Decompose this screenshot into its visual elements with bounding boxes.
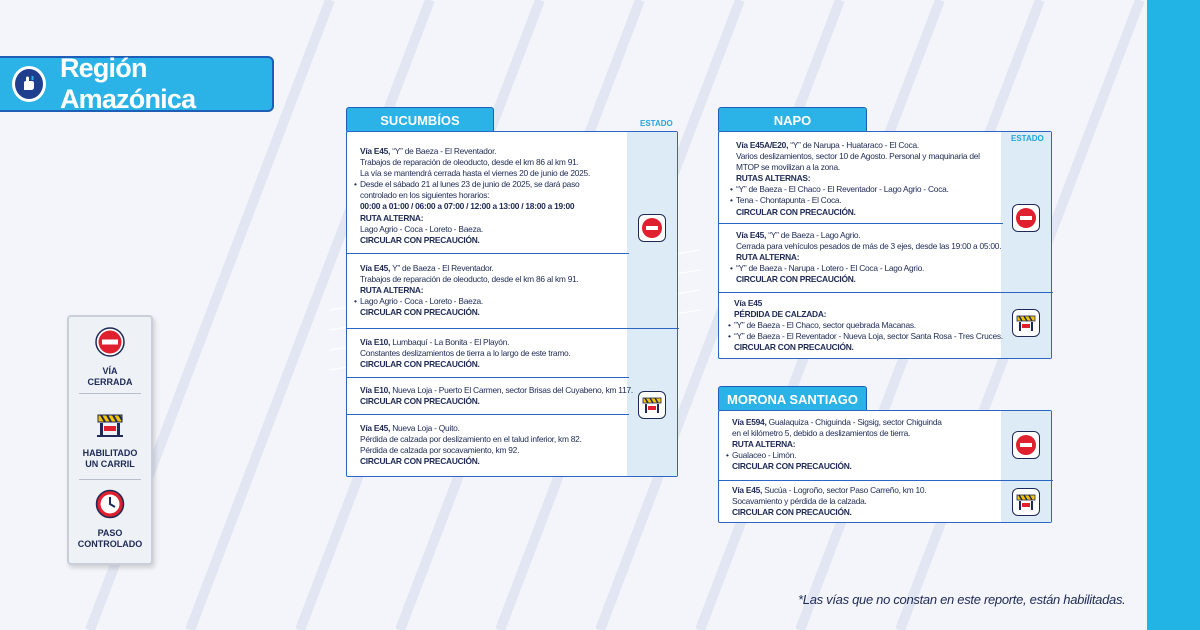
list-item	[732, 417, 942, 472]
right-accent-bar	[1147, 0, 1200, 630]
one-lane-barrier-icon	[95, 409, 125, 439]
estado-column	[627, 132, 677, 476]
section-header-sucumbios: SUCUMBÍOS	[346, 107, 494, 133]
closed-road-icon	[1012, 431, 1040, 459]
row-line: MTOP se movilizan a la zona.	[736, 162, 840, 173]
row-line: Vía E45A/E20, “Y” de Narupa - Huataraco - El Coca.	[736, 140, 920, 150]
row-line: RUTAS ALTERNAS:	[736, 173, 811, 184]
estado-label-sucumbios: ESTADO	[640, 119, 673, 128]
legend-item-controlled	[69, 489, 151, 550]
section-header-morona-santiago: MORONA SANTIAGO	[718, 386, 867, 412]
list-item	[360, 337, 571, 370]
list-item	[736, 140, 980, 218]
row-line: Pérdida de calzada por socavamiento, km 92.	[360, 445, 520, 456]
legend-label-closed: VÍA CERRADA	[87, 366, 133, 387]
row-line: PÉRDIDA DE CALZADA:	[734, 309, 827, 320]
closed-road-icon	[1012, 204, 1040, 232]
row-line: Pérdida de calzada por deslizamiento en el talud inferior, km 82.	[360, 434, 582, 445]
row-line: • Tena - Chontapunta - El Coca.	[736, 195, 980, 206]
row-line: CIRCULAR CON PRECAUCIÓN.	[360, 234, 480, 245]
row-line: • Desde el sábado 21 al lunes 23 de junio de 2025, se dará paso	[360, 179, 590, 190]
row-line: Vía E10, Lumbaquí - La Bonita - El Playón.	[360, 337, 510, 347]
legend-item-one-lane	[69, 409, 151, 470]
row-line: RUTA ALTERNA:	[736, 252, 800, 263]
one-lane-barrier-icon	[1012, 488, 1040, 516]
legend-label-controlled: PASO CONTROLADO	[77, 528, 143, 549]
legend-label-one-lane: HABILITADO UN CARRIL	[82, 448, 138, 469]
list-item	[732, 485, 926, 518]
closed-road-icon	[638, 214, 666, 242]
row-line: Constantes deslizamientos de tierra a lo largo de este tramo.	[360, 348, 571, 359]
list-item	[360, 263, 579, 318]
list-item	[360, 385, 633, 407]
row-line: Vía E45, Y” de Baeza - El Reventador.	[360, 263, 494, 273]
row-line: CIRCULAR CON PRECAUCIÓN.	[736, 206, 856, 217]
row-line: en el kilómetro 5, debido a deslizamientos de tierra.	[732, 428, 911, 439]
row-line: Vía E45	[734, 298, 763, 308]
row-line: Trabajos de reparación de oleoducto, desde el km 86 al km 91.	[360, 157, 579, 168]
clock-controlled-icon	[95, 489, 125, 519]
one-lane-barrier-icon	[1012, 309, 1040, 337]
row-line: Vía E45, Nueva Loja - Quito.	[360, 423, 460, 433]
row-line: CIRCULAR CON PRECAUCIÓN.	[360, 396, 480, 407]
row-line: Socavamiento y pérdida de la calzada.	[732, 496, 867, 507]
row-line: • ”Y” de Baeza - El Chaco, sector quebrada Macanas.	[734, 320, 1003, 331]
hand-alert-icon	[12, 66, 46, 102]
legend-item-closed	[69, 327, 151, 388]
row-line: • “Y” de Baeza - El Reventador - Nueva Loja, sector Santa Rosa - Tres Cruces.	[734, 331, 1003, 342]
row-line: RUTA ALTERNA:	[360, 212, 424, 223]
row-line: RUTA ALTERNA:	[732, 439, 796, 450]
estado-label-napo: ESTADO	[1011, 134, 1044, 143]
footnote: *Las vías que no constan en este reporte, están habilitadas.	[798, 592, 1126, 607]
row-line: CIRCULAR CON PRECAUCIÓN.	[732, 461, 852, 472]
row-line: Vía E45, “Y” de Baeza - El Reventador.	[360, 146, 497, 156]
row-line: La vía se mantendrá cerrada hasta el viernes 20 de junio de 2025.	[360, 168, 591, 179]
row-line: CIRCULAR CON PRECAUCIÓN.	[732, 507, 852, 518]
row-line: RUTA ALTERNA:	[360, 285, 424, 296]
row-line: • “Y” de Baeza - El Chaco - El Reventador - Lago Agrio - Coca.	[736, 184, 980, 195]
row-line: Lago Agrio - Coca - Loreto - Baeza.	[360, 223, 483, 234]
row-line: Varios deslizamientos, sector 10 de Agosto. Personal y maquinaria del	[736, 151, 980, 162]
row-line: Vía E10, Nueva Loja - Puerto El Carmen, sector Brisas del Cuyabeno, km 117.	[360, 385, 633, 395]
row-line: Vía E45, Sucúa - Logroño, sector Paso Carreño, km 10.	[732, 485, 927, 495]
region-title: Región Amazónica	[59, 53, 196, 114]
legend-panel	[67, 315, 153, 565]
list-item	[360, 423, 582, 467]
row-line: CIRCULAR CON PRECAUCIÓN.	[734, 342, 854, 353]
row-line: Cerrada para vehículos pesados de más de 3 ejes, desde las 19:00 a 05:00.	[736, 241, 1002, 252]
row-line: • “Y” de Baeza - Narupa - Lotero - El Coca - Lago Agrio.	[736, 263, 1001, 274]
region-title-banner	[0, 53, 274, 114]
section-box-sucumbios	[346, 131, 678, 477]
row-line: 00:00 a 01:00 / 06:00 a 07:00 / 12:00 a 13:00 / 18:00 a 19:00	[360, 201, 575, 212]
row-line: CIRCULAR CON PRECAUCIÓN.	[360, 456, 480, 467]
list-item	[734, 298, 1003, 353]
one-lane-barrier-icon	[638, 391, 666, 419]
row-line: Vía E45, “Y” de Baeza - Lago Agrio.	[736, 230, 861, 240]
row-line: CIRCULAR CON PRECAUCIÓN.	[360, 359, 480, 370]
row-line: controlado en los siguientes horarios:	[360, 190, 490, 201]
section-box-napo	[718, 131, 1052, 359]
row-line: CIRCULAR CON PRECAUCIÓN.	[360, 307, 480, 318]
section-box-morona-santiago	[718, 410, 1052, 523]
list-item	[736, 230, 1001, 285]
closed-road-icon	[95, 327, 125, 357]
row-line: Trabajos de reparación de oleoducto, desde el km 86 al km 91.	[360, 274, 579, 285]
row-line: CIRCULAR CON PRECAUCIÓN.	[736, 274, 856, 285]
row-line: • Gualaceo - Limón.	[732, 450, 942, 461]
row-line: Vía E594, Gualaquiza - Chiguinda - Sigsig, sector Chiguinda	[732, 417, 942, 427]
list-item	[360, 146, 590, 246]
section-header-napo: NAPO	[718, 107, 867, 133]
row-line: • Lago Agrio - Coca - Loreto - Baeza.	[360, 296, 579, 307]
